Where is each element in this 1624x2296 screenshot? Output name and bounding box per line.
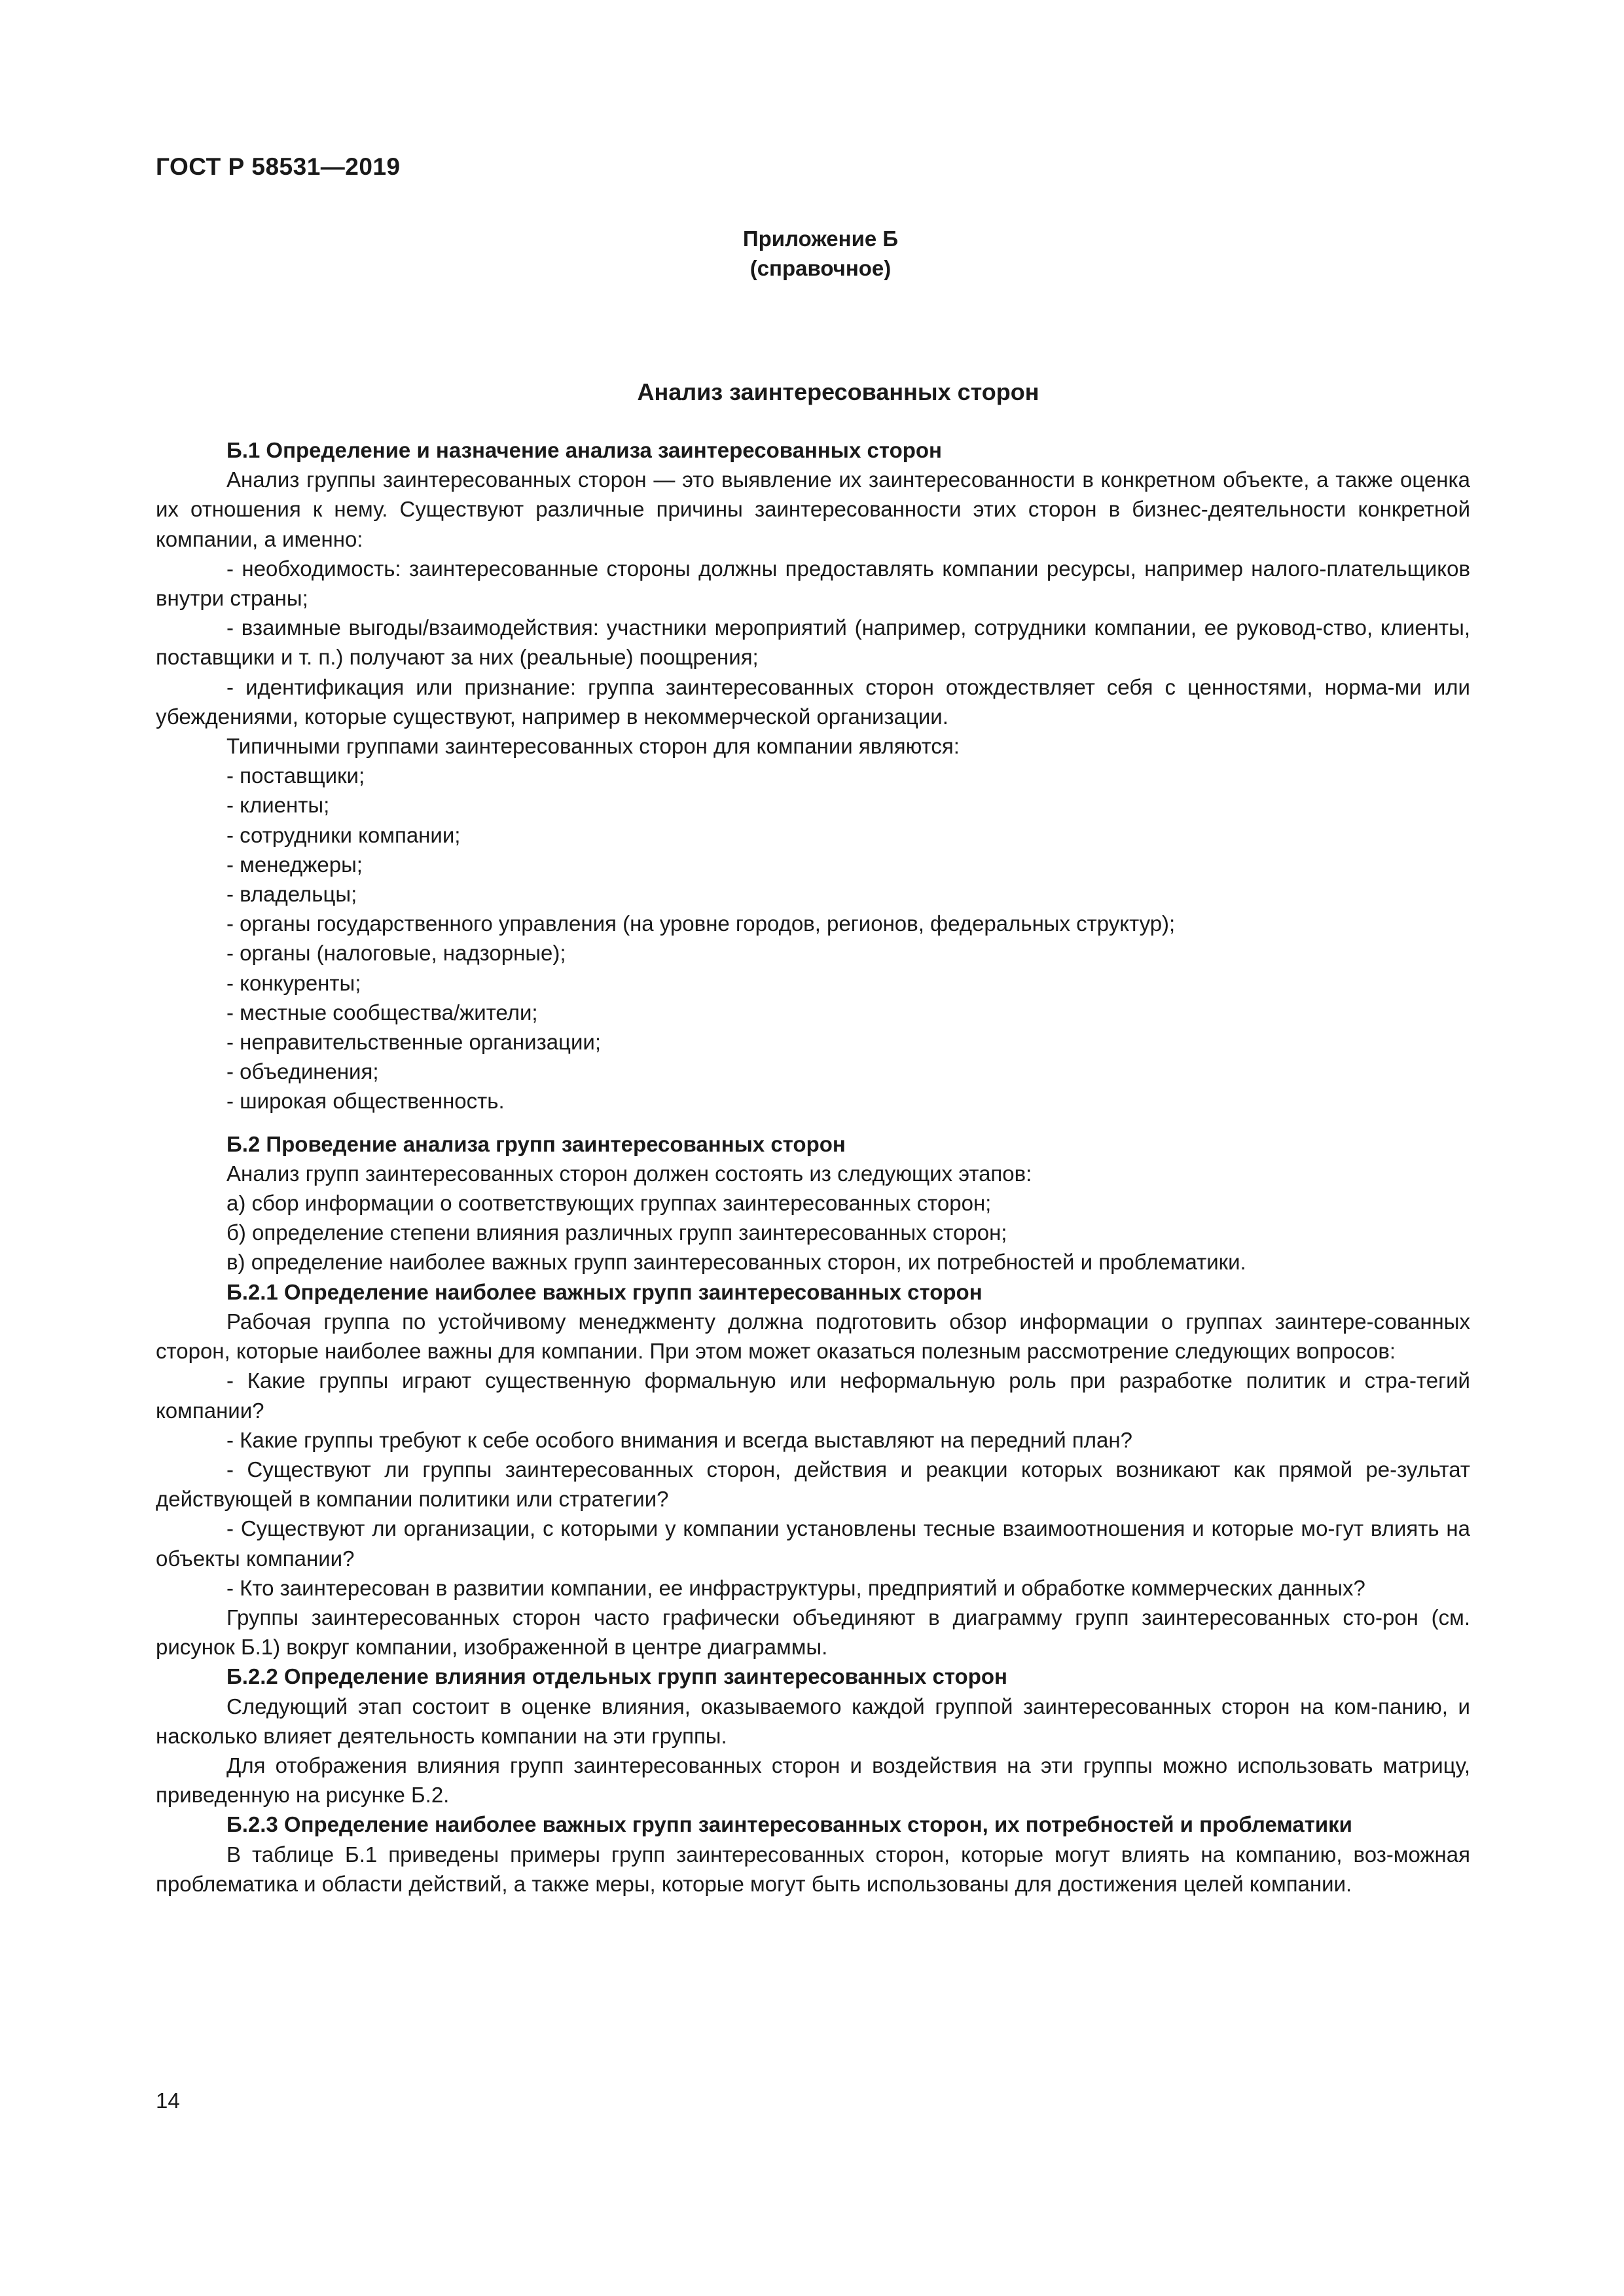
question-item: - Какие группы играют существенную формальную или неформальную роль при разработке политик и стра-тегий компании? [156, 1368, 1470, 1423]
section-b1-heading: Б.1 Определение и назначение анализа заинтересованных сторон [226, 438, 942, 462]
group-item: - местные сообщества/жители; [226, 1000, 538, 1025]
reason-item: - идентификация или признание: группа заинтересованных сторон отождествляет себя с ценностями, норма-ми или убеждениями, которые существуют, например в некоммерческой организации. [156, 674, 1470, 729]
appendix-title: Приложение Б [742, 227, 899, 251]
group-item: - менеджеры; [226, 852, 363, 877]
section-b2-intro: Анализ групп заинтересованных сторон должен состоять из следующих этапов: [226, 1161, 1032, 1186]
group-item: - поставщики; [226, 763, 365, 788]
group-item: - клиенты; [226, 793, 330, 818]
group-item: - органы государственного управления (на уровне городов, регионов, федеральных структур); [226, 911, 1176, 936]
section-b21-intro: Рабочая группа по устойчивому менеджменту должна подготовить обзор информации о группах заинтере-сованных сторон, которые наиболее важны для компании. При этом может оказаться полезным рассмотрение следующих вопросов: [156, 1309, 1470, 1364]
groups-intro: Типичными группами заинтересованных сторон для компании являются: [226, 734, 960, 759]
section-b22-paragraph: Для отображения влияния групп заинтересованных сторон и воздействия на эти группы можно использовать матрицу, приведенную на рисунке Б.2. [156, 1753, 1470, 1808]
section-b21-closing: Группы заинтересованных сторон часто графически объединяют в диаграмму групп заинтересованных сто-рон (см. рисунок Б.1) вокруг компании, изображенной в центре диаграммы. [156, 1605, 1470, 1660]
standard-code: ГОСТ Р 58531—2019 [156, 153, 401, 180]
reason-item: - необходимость: заинтересованные стороны должны предоставлять компании ресурсы, например налого-плательщиков внутри страны; [156, 556, 1470, 611]
question-item: - Какие группы требуют к себе особого внимания и всегда выставляют на передний план? [226, 1427, 1132, 1452]
group-item: - органы (налоговые, надзорные); [226, 941, 566, 966]
group-item: - объединения; [226, 1059, 379, 1084]
step-item: б) определение степени влияния различных групп заинтересованных сторон; [226, 1220, 1007, 1245]
appendix-type: (справочное) [749, 256, 892, 280]
group-item: - конкуренты; [226, 970, 361, 995]
appendix-label [0, 224, 1624, 283]
page-title [0, 378, 1624, 406]
section-b22-paragraph: Следующий этап состоит в оценке влияния, оказываемого каждой группой заинтересованных сторон на ком-панию, и насколько влияет деятельность компании на эти группы. [156, 1694, 1470, 1748]
question-item: - Существуют ли группы заинтересованных сторон, действия и реакции которых возникают как прямой ре-зультат действующей в компании политики или стратегии? [156, 1457, 1470, 1512]
section-b21-heading: Б.2.1 Определение наиболее важных групп заинтересованных сторон [226, 1279, 983, 1304]
section-b23-heading: Б.2.3 Определение наиболее важных групп заинтересованных сторон, их потребностей и проблематики [226, 1812, 1352, 1837]
section-b1-intro: Анализ группы заинтересованных сторон — это выявление их заинтересованности в конкретном объекте, а также оценка их отношения к нему. Существуют различные причины заинтересованности этих сторон в бизнес-деятельности конкретной компании, а именно: [156, 467, 1470, 551]
question-item: - Существуют ли организации, с которыми у компании установлены тесные взаимоотношения и которые мо-гут влиять на объекты компании? [156, 1516, 1470, 1571]
step-item: в) определение наиболее важных групп заинтересованных сторон, их потребностей и проблематики. [226, 1250, 1246, 1275]
group-item: - сотрудники компании; [226, 822, 461, 847]
section-b22-heading: Б.2.2 Определение влияния отдельных групп заинтересованных сторон [226, 1664, 1007, 1689]
group-item: - неправительственные организации; [226, 1030, 601, 1055]
group-item: - широкая общественность. [226, 1089, 505, 1114]
reason-item: - взаимные выгоды/взаимодействия: участники мероприятий (например, сотрудники компании, ее руковод-ство, клиенты, поставщики и т. п.) получают за них (реальные) поощрения; [156, 615, 1470, 670]
step-item: а) сбор информации о соответствующих группах заинтересованных сторон; [226, 1191, 992, 1216]
section-b23-paragraph: В таблице Б.1 приведены примеры групп заинтересованных сторон, которые могут влиять на компанию, воз-можная проблематика и области действий, а также меры, которые могут быть использованы для достижения целей компании. [156, 1842, 1470, 1896]
section-b2-heading: Б.2 Проведение анализа групп заинтересованных сторон [226, 1131, 846, 1156]
page-number: 14 [156, 2088, 180, 2113]
page-title-text: Анализ заинтересованных сторон [637, 378, 1039, 405]
question-item: - Кто заинтересован в развитии компании, ее инфраструктуры, предприятий и обработке коммерческих данных? [226, 1575, 1365, 1600]
group-item: - владельцы; [226, 882, 357, 907]
document-body [156, 435, 1470, 1899]
